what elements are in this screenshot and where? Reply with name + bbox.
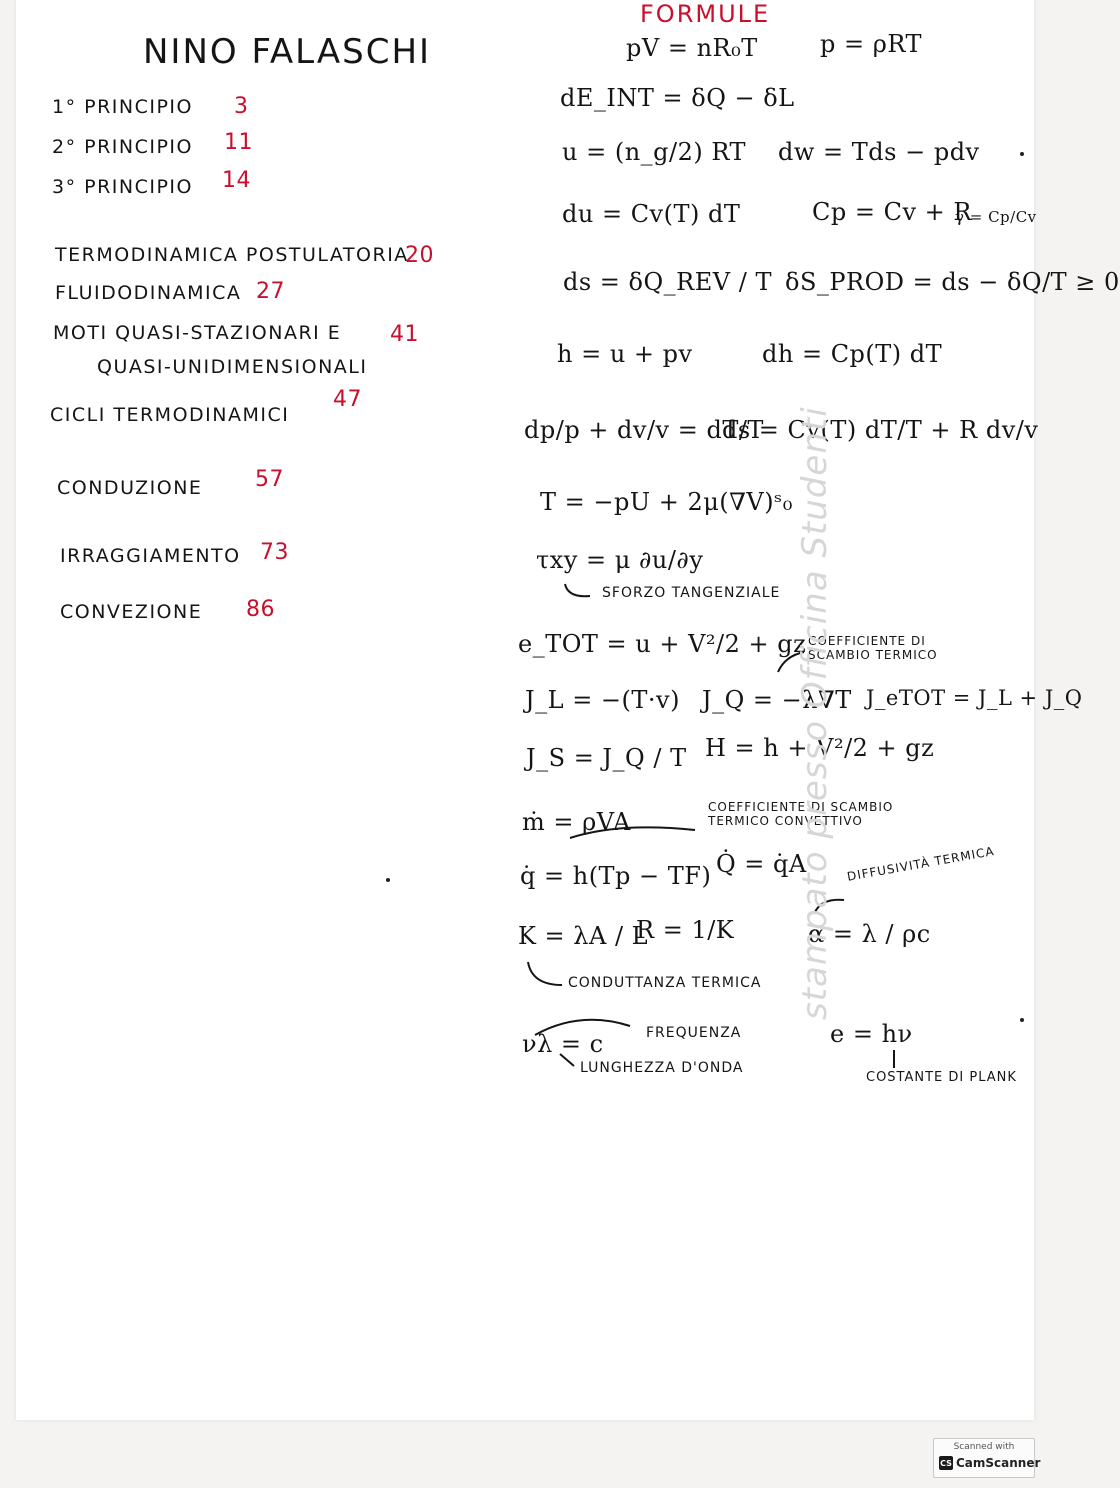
author-name: NINO FALASCHI (143, 32, 432, 72)
arrow-convective (570, 827, 695, 838)
formula-dh: dh = Cp(T) dT (762, 340, 943, 368)
formula-work-flux: J_L = −(T·v) (525, 686, 680, 714)
note-conductance: CONDUTTANZA TERMICA (568, 975, 762, 991)
formula-total-energy: e_TOT = u + V²/2 + gz (518, 630, 807, 658)
formula-total-flux: J_eTOT = J_L + J_Q (866, 686, 1083, 710)
formula-ds-prod: δS_PROD = ds − δQ/T ≥ 0 (785, 268, 1120, 296)
formula-ideal-gas-density: p = ρRT (820, 30, 922, 58)
formula-mass-flow: ṁ = ρVA (522, 808, 631, 836)
toc-item-label: FLUIDODINAMICA (55, 282, 242, 304)
toc-item-label: 1° PRINCIPIO (52, 96, 193, 118)
toc-item-page: 14 (222, 168, 251, 193)
formula-ds: ds = δQ_REV / T (563, 268, 772, 296)
note-wavelength: LUNGHEZZA D'ONDA (580, 1060, 744, 1076)
toc-item-label: IRRAGGIAMENTO (60, 545, 241, 567)
formula-heat-flux-conv: q̇ = h(Tp − TF) (520, 862, 712, 890)
ink-dot (386, 878, 390, 882)
toc-item-page: 3 (234, 94, 249, 119)
formula-first-law: dE_INT = δQ − δL (560, 84, 795, 112)
formula-heat-rate: Q̇ = q̇A (716, 850, 807, 878)
note-convective: COEFFICIENTE DI SCAMBIO TERMICO CONVETTIVO (708, 800, 894, 828)
formula-work: dw = Tds − pdv (778, 138, 980, 166)
toc-item-label: CONDUZIONE (57, 477, 203, 499)
formula-cp: Cp = Cv + R (812, 198, 972, 226)
formula-total-enthalpy: H = h + V²/2 + gz (705, 734, 935, 762)
camscanner-badge (933, 1438, 1041, 1478)
toc-item-label: 2° PRINCIPIO (52, 136, 193, 158)
formula-diffusivity: α = λ / ρc (808, 920, 931, 948)
ink-dot (1020, 152, 1024, 156)
toc-item-page: 41 (390, 322, 419, 347)
scanner-caption: Scanned with (953, 1442, 1015, 1452)
arrow-frequency (535, 1020, 630, 1035)
toc-item-page: 47 (333, 387, 362, 412)
arrow-shear (565, 584, 590, 596)
watermark: stampato presso Officina Studenti (795, 406, 835, 1020)
toc-item-label: CONVEZIONE (60, 601, 203, 623)
toc-item-label: TERMODINAMICA POSTULATORIA (55, 244, 409, 266)
formula-resistance: R = 1/K (636, 916, 735, 944)
formula-ideal-gas: pV = nR₀T (626, 34, 758, 62)
formula-stress-tensor: T = −pU + 2μ(∇V)ˢ₀ (540, 488, 793, 516)
formula-entropy-flux: J_S = J_Q / T (526, 744, 687, 772)
arrow-wavelength (560, 1054, 574, 1066)
toc-item-label: 3° PRINCIPIO (52, 176, 193, 198)
formula-enthalpy: h = u + pv (557, 340, 693, 368)
formula-gamma: γ = Cp/Cv (955, 208, 1037, 226)
toc-item-label: QUASI-UNIDIMENSIONALI (97, 356, 368, 378)
formula-heat-flux: J_Q = −λ∇T (702, 686, 852, 714)
note-diffusivity: DIFFUSIVITÀ TERMICA (846, 844, 996, 884)
formula-photon-energy: e = hν (830, 1020, 913, 1048)
formula-conductance: K = λA / L (518, 922, 649, 950)
toc-item-page: 20 (405, 243, 434, 268)
formula-du: du = Cv(T) dT (562, 200, 741, 228)
toc-item-label: MOTI QUASI-STAZIONARI E (53, 322, 342, 344)
toc-item-label: CICLI TERMODINAMICI (50, 404, 290, 426)
toc-item-page: 27 (256, 279, 285, 304)
note-shear: SFORZO TANGENZIALE (602, 585, 781, 601)
note-frequency: FREQUENZA (646, 1025, 742, 1041)
toc-item-page: 86 (246, 597, 275, 622)
formula-internal-energy: u = (n_g/2) RT (562, 138, 747, 166)
formula-shear: τxy = μ ∂u/∂y (536, 546, 704, 574)
toc-item-page: 57 (255, 467, 284, 492)
formulas-title: FORMULE (640, 0, 771, 28)
toc-item-page: 73 (260, 540, 289, 565)
formula-ds-relation: ds = Cv(T) dT/T + R dv/v (722, 416, 1039, 444)
formula-wave: νλ = c (522, 1030, 604, 1058)
note-planck: COSTANTE DI PLANK (866, 1070, 1017, 1085)
ink-dot (1020, 1018, 1024, 1022)
note-heat-exchange: COEFFICIENTE DI SCAMBIO TERMICO (808, 634, 938, 662)
toc-item-page: 11 (224, 130, 253, 155)
formula-dp-relation: dp/p + dv/v = dT/T (524, 416, 764, 444)
arrow-conductance (528, 962, 562, 985)
camscanner-logo-icon: CS (939, 1456, 953, 1470)
scanner-name: CamScanner (956, 1456, 1041, 1470)
